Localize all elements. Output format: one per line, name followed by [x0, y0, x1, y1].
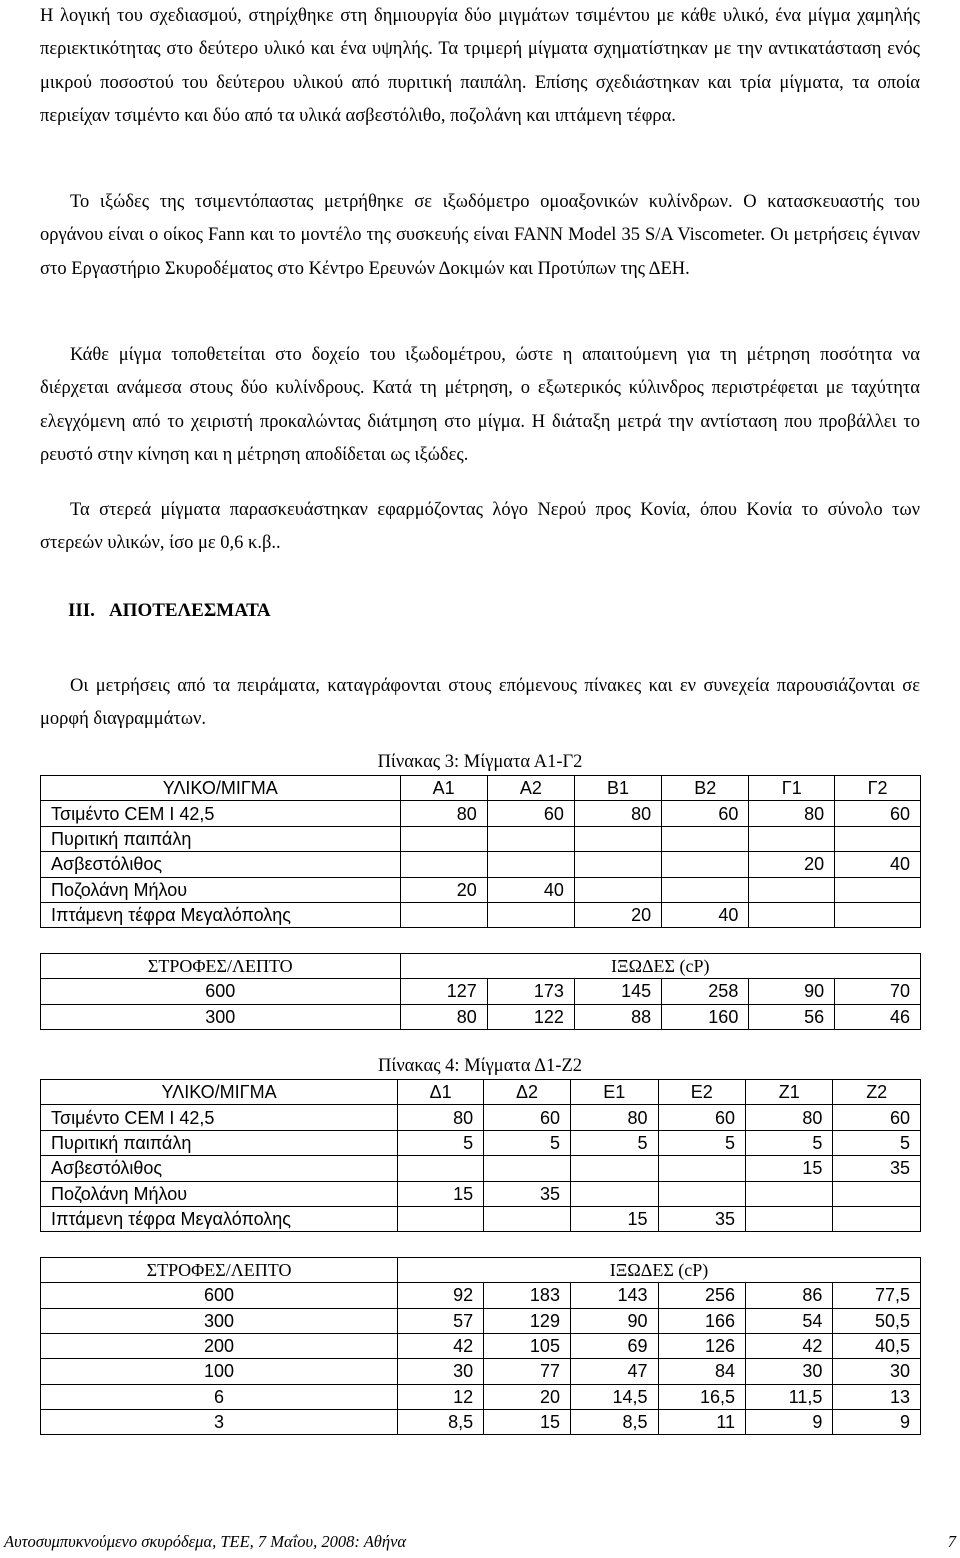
value-cell: 40: [835, 852, 921, 877]
value-cell: 20: [574, 902, 661, 927]
row-label-cell: Ιπτάμενη τέφρα Μεγαλόπολης: [41, 902, 401, 927]
row-label-cell: 3: [41, 1410, 398, 1435]
value-cell: 35: [484, 1181, 571, 1206]
value-cell: 166: [658, 1308, 746, 1333]
value-cell: 122: [487, 1004, 574, 1029]
viscosity-header-cell: ΙΞΩΔΕΣ (cP): [400, 953, 920, 978]
value-cell: 77: [484, 1359, 571, 1384]
table3: [40, 775, 921, 1030]
table-row: [41, 826, 921, 851]
value-cell: [574, 826, 661, 851]
value-cell: 80: [570, 1105, 658, 1130]
value-cell: 105: [484, 1333, 571, 1358]
spacer-cell: [41, 928, 921, 953]
row-label-cell: Πυριτική παιπάλη: [41, 1130, 398, 1155]
value-cell: 56: [749, 1004, 835, 1029]
value-cell: 20: [400, 877, 487, 902]
paragraph-design-logic: Η λογική του σχεδιασμού, στηρίχθηκε στη δημιουργία δύο μιγμάτων τσιμέντου με κάθε υλικό, ένα μίγμα χαμηλής περιεκτικότητας στο δεύτερο υλικό και ένα υψηλής. Τα τριμερή μίγματα σχηματίστηκαν με την αντικατάσταση ενός μικρού ποσοστού του δεύτερου υλικού από πυριτική παιπάλη. Επίσης σχεδιάστηκαν και τρία μίγματα, τα οποία περιείχαν τσιμέντο και δύο από τα υλικά ασβεστόλιθο, ποζολάνη και ιπτάμενη τέφρα.: [40, 6, 920, 126]
measurement-header-row: [41, 953, 921, 978]
value-cell: 127: [400, 979, 487, 1004]
value-cell: 60: [662, 801, 749, 826]
value-cell: 5: [658, 1130, 746, 1155]
value-cell: 46: [835, 1004, 921, 1029]
page-number: 7: [947, 1532, 956, 1551]
value-cell: 5: [570, 1130, 658, 1155]
row-label-cell: 600: [41, 979, 401, 1004]
rpm-header-cell: ΣΤΡΟΦΕΣ/ΛΕΠΤΟ: [41, 953, 401, 978]
value-cell: 40: [487, 877, 574, 902]
row-label-cell: Ποζολάνη Μήλου: [41, 877, 401, 902]
table-header-row: [41, 776, 921, 801]
value-cell: 42: [398, 1333, 484, 1358]
rpm-header-cell: ΣΤΡΟΦΕΣ/ΛΕΠΤΟ: [41, 1257, 398, 1282]
value-cell: [835, 826, 921, 851]
value-cell: 15: [570, 1206, 658, 1231]
value-cell: 86: [746, 1283, 833, 1308]
measurement-header-row: [41, 1257, 921, 1282]
footer-citation: Αυτοσυμπυκνούμενο σκυρόδεμα, ΤΕΕ, 7 Μαΐου, 2008: Αθήνα: [4, 1532, 407, 1551]
value-cell: 256: [658, 1283, 746, 1308]
value-cell: [487, 902, 574, 927]
value-cell: 11: [658, 1410, 746, 1435]
table-row: [41, 1206, 921, 1231]
value-cell: [570, 1156, 658, 1181]
value-cell: 129: [484, 1308, 571, 1333]
value-cell: 77,5: [833, 1283, 921, 1308]
value-cell: Γ2: [835, 776, 921, 801]
value-cell: [400, 902, 487, 927]
value-cell: 54: [746, 1308, 833, 1333]
value-cell: [484, 1206, 571, 1231]
row-label-cell: 600: [41, 1283, 398, 1308]
value-cell: 80: [400, 1004, 487, 1029]
value-cell: Ζ2: [833, 1080, 921, 1105]
value-cell: [487, 852, 574, 877]
spacer-cell: [41, 1232, 921, 1257]
value-cell: [835, 877, 921, 902]
paragraph-water-ratio: Τα στερεά μίγματα παρασκευάστηκαν εφαρμόζοντας λόγο Νερού προς Κονία, όπου Κονία το σύνολο των στερεών υλικών, ίσο με 0,6 κ.β..: [40, 500, 920, 554]
value-cell: 60: [835, 801, 921, 826]
table-spacer-row: [41, 928, 921, 953]
table-row: [41, 1181, 921, 1206]
table4: [40, 1079, 921, 1435]
value-cell: Α1: [400, 776, 487, 801]
value-cell: 20: [749, 852, 835, 877]
value-cell: 30: [833, 1359, 921, 1384]
value-cell: 35: [833, 1156, 921, 1181]
value-cell: 11,5: [746, 1384, 833, 1409]
section-title: ΑΠΟΤΕΛΕΣΜΑΤΑ: [108, 600, 271, 621]
value-cell: 42: [746, 1333, 833, 1358]
row-label-cell: ΥΛΙΚΟ/ΜΙΓΜΑ: [41, 776, 401, 801]
value-cell: 14,5: [570, 1384, 658, 1409]
value-cell: 80: [749, 801, 835, 826]
measurement-row: [41, 1004, 921, 1029]
value-cell: 160: [662, 1004, 749, 1029]
value-cell: [746, 1206, 833, 1231]
row-label-cell: Ιπτάμενη τέφρα Μεγαλόπολης: [41, 1206, 398, 1231]
value-cell: [487, 826, 574, 851]
value-cell: 35: [658, 1206, 746, 1231]
value-cell: [749, 877, 835, 902]
row-label-cell: Ποζολάνη Μήλου: [41, 1181, 398, 1206]
value-cell: Ε1: [570, 1080, 658, 1105]
row-label-cell: Τσιμέντο CEM I 42,5: [41, 801, 401, 826]
value-cell: 126: [658, 1333, 746, 1358]
value-cell: [574, 852, 661, 877]
value-cell: Δ2: [484, 1080, 571, 1105]
value-cell: [835, 902, 921, 927]
paragraph-results-intro: Οι μετρήσεις από τα πειράματα, καταγράφονται στους επόμενους πίνακες και εν συνεχεία παρουσιάζονται σε μορφή διαγραμμάτων.: [40, 676, 920, 730]
measurement-row: [41, 1410, 921, 1435]
value-cell: 60: [487, 801, 574, 826]
table-row: [41, 1130, 921, 1155]
row-label-cell: Ασβεστόλιθος: [41, 852, 401, 877]
value-cell: 9: [833, 1410, 921, 1435]
value-cell: 183: [484, 1283, 571, 1308]
measurement-row: [41, 1384, 921, 1409]
value-cell: [400, 852, 487, 877]
value-cell: [749, 826, 835, 851]
value-cell: 84: [658, 1359, 746, 1384]
value-cell: 143: [570, 1283, 658, 1308]
value-cell: Ζ1: [746, 1080, 833, 1105]
section-number: III.: [68, 600, 95, 621]
value-cell: Δ1: [398, 1080, 484, 1105]
value-cell: [574, 877, 661, 902]
row-label-cell: Πυριτική παιπάλη: [41, 826, 401, 851]
value-cell: 15: [484, 1410, 571, 1435]
value-cell: 60: [833, 1105, 921, 1130]
value-cell: [484, 1156, 571, 1181]
value-cell: 60: [658, 1105, 746, 1130]
value-cell: 258: [662, 979, 749, 1004]
row-label-cell: Ασβεστόλιθος: [41, 1156, 398, 1181]
measurement-row: [41, 1333, 921, 1358]
value-cell: [658, 1181, 746, 1206]
value-cell: 13: [833, 1384, 921, 1409]
value-cell: 70: [835, 979, 921, 1004]
value-cell: 60: [484, 1105, 571, 1130]
value-cell: [662, 877, 749, 902]
value-cell: 47: [570, 1359, 658, 1384]
value-cell: Β1: [574, 776, 661, 801]
value-cell: [746, 1181, 833, 1206]
value-cell: 15: [398, 1181, 484, 1206]
table-row: [41, 852, 921, 877]
value-cell: 5: [746, 1130, 833, 1155]
measurement-row: [41, 1359, 921, 1384]
value-cell: 5: [833, 1130, 921, 1155]
value-cell: [398, 1206, 484, 1231]
value-cell: [749, 902, 835, 927]
value-cell: 30: [746, 1359, 833, 1384]
row-label-cell: Τσιμέντο CEM I 42,5: [41, 1105, 398, 1130]
paragraph-viscometer: Το ιξώδες της τσιμεντόπαστας μετρήθηκε σε ιξωδόμετρο ομοαξονικών κυλίνδρων. Ο κατασκευαστής του οργάνου είναι ο οίκος Fann και το μοντέλο της συσκευής είναι FANN Model 35 S/A Viscometer. Οι μετρήσεις έγιναν στο Εργαστήριο Σκυροδέματος στο Κέντρο Ερευνών Δοκιμών και Προτύπων της ΔΕΗ.: [40, 192, 920, 279]
value-cell: Β2: [662, 776, 749, 801]
value-cell: Ε2: [658, 1080, 746, 1105]
measurement-row: [41, 979, 921, 1004]
value-cell: [570, 1181, 658, 1206]
table-row: [41, 1156, 921, 1181]
table-header-row: [41, 1080, 921, 1105]
value-cell: 80: [398, 1105, 484, 1130]
row-label-cell: 6: [41, 1384, 398, 1409]
value-cell: [662, 852, 749, 877]
value-cell: 92: [398, 1283, 484, 1308]
value-cell: 5: [398, 1130, 484, 1155]
table3-caption: Πίνακας 3: Μίγματα Α1-Γ2: [377, 752, 583, 772]
value-cell: 80: [746, 1105, 833, 1130]
value-cell: 90: [570, 1308, 658, 1333]
viscosity-header-cell: ΙΞΩΔΕΣ (cP): [398, 1257, 921, 1282]
value-cell: 12: [398, 1384, 484, 1409]
row-label-cell: 200: [41, 1333, 398, 1358]
value-cell: 15: [746, 1156, 833, 1181]
value-cell: 5: [484, 1130, 571, 1155]
value-cell: 8,5: [398, 1410, 484, 1435]
value-cell: Α2: [487, 776, 574, 801]
table-spacer-row: [41, 1232, 921, 1257]
table-row: [41, 902, 921, 927]
value-cell: 69: [570, 1333, 658, 1358]
section-heading: [68, 600, 271, 622]
value-cell: 16,5: [658, 1384, 746, 1409]
value-cell: 57: [398, 1308, 484, 1333]
value-cell: 88: [574, 1004, 661, 1029]
value-cell: [833, 1181, 921, 1206]
row-label-cell: 300: [41, 1308, 398, 1333]
value-cell: 8,5: [570, 1410, 658, 1435]
value-cell: 40: [662, 902, 749, 927]
paragraph-procedure: Κάθε μίγμα τοποθετείται στο δοχείο του ιξωδομέτρου, ώστε η απαιτούμενη για τη μέτρηση ποσότητα να διέρχεται ανάμεσα στους δύο κυλίνδρους. Κατά τη μέτρηση, ο εξωτερικός κύλινδρος περιστρέφεται με ταχύτητα ελεγχόμενη από το χειριστή προκαλώντας διάτμηση στο μίγμα. Η διάταξη μετρά την αντίσταση που προβάλλει το ρευστό στην κίνηση και η μέτρηση αποδίδεται ως ιξώδες.: [40, 345, 920, 465]
row-label-cell: 300: [41, 1004, 401, 1029]
measurement-row: [41, 1308, 921, 1333]
value-cell: [833, 1206, 921, 1231]
row-label-cell: ΥΛΙΚΟ/ΜΙΓΜΑ: [41, 1080, 398, 1105]
value-cell: 80: [574, 801, 661, 826]
value-cell: 90: [749, 979, 835, 1004]
value-cell: 145: [574, 979, 661, 1004]
value-cell: 80: [400, 801, 487, 826]
value-cell: 20: [484, 1384, 571, 1409]
value-cell: 173: [487, 979, 574, 1004]
table-row: [41, 877, 921, 902]
value-cell: 30: [398, 1359, 484, 1384]
table4-caption: Πίνακας 4: Μίγματα Δ1-Ζ2: [377, 1056, 582, 1076]
value-cell: 9: [746, 1410, 833, 1435]
value-cell: [662, 826, 749, 851]
table-row: [41, 1105, 921, 1130]
value-cell: [398, 1156, 484, 1181]
value-cell: Γ1: [749, 776, 835, 801]
measurement-row: [41, 1283, 921, 1308]
value-cell: 50,5: [833, 1308, 921, 1333]
value-cell: [658, 1156, 746, 1181]
value-cell: [400, 826, 487, 851]
table-row: [41, 801, 921, 826]
value-cell: 40,5: [833, 1333, 921, 1358]
row-label-cell: 100: [41, 1359, 398, 1384]
